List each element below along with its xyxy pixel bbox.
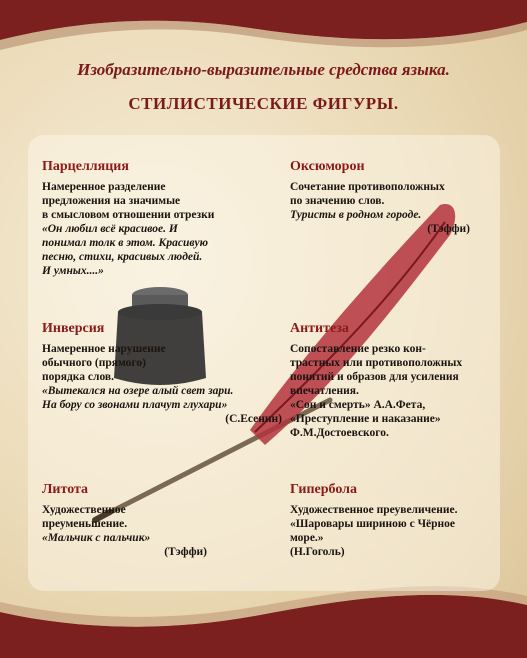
inversion-example-2: На бору со звонами плачут глухари» [42, 399, 228, 411]
antithesis-heading: Антитеза [290, 321, 349, 336]
antithesis-line-4: впечатления. [290, 385, 359, 397]
oxymoron-example: Туристы в родном городе. [290, 209, 422, 221]
inversion-line-1: Намеренное нарушение [42, 343, 166, 355]
parcellation-block [42, 160, 277, 278]
inversion-author: (С.Есенин) [225, 413, 282, 425]
antithesis-line-5: «Сон и смерть» А.А.Фета, [290, 399, 426, 411]
hyperbole-heading: Гипербола [290, 482, 357, 497]
inversion-line-3: порядка слов. [42, 371, 114, 383]
poster-subtitle: СТИЛИСТИЧЕСКИЕ ФИГУРЫ. [128, 94, 399, 113]
hyperbole-block [290, 483, 500, 559]
litotes-author: (Тэффи) [164, 546, 207, 558]
parcellation-example-4: И умных....» [42, 265, 104, 277]
antithesis-line-1: Сопоставление резко кон- [290, 343, 426, 355]
litotes-line-1: Художественное преуменьшение. [42, 504, 128, 530]
litotes-heading: Литота [42, 482, 89, 497]
oxymoron-block [290, 160, 470, 236]
oxymoron-author: (Тэффи) [427, 223, 470, 235]
parcellation-heading: Парцелляция [42, 159, 129, 174]
oxymoron-line-1: Сочетание противоположных [290, 181, 445, 193]
litotes-block [42, 483, 207, 559]
parcellation-example-2: понимал толк в этом. Красивую [42, 237, 208, 249]
inversion-heading: Инверсия [42, 321, 105, 336]
hyperbole-line-2: «Шаровары шириною с Чёрное [290, 518, 455, 530]
parcellation-example-1: «Он любил всё красивое. И [42, 223, 178, 235]
inversion-line-2: обычного (прямого) [42, 357, 146, 369]
poster-title: Изобразительно-выразительные средства языка. [77, 60, 450, 79]
hyperbole-line-4: (Н.Гоголь) [290, 546, 345, 558]
hyperbole-line-1: Художественное преувеличение. [290, 504, 458, 516]
oxymoron-line-2: по значению слов. [290, 195, 385, 207]
antithesis-line-6: «Преступление и наказание» [290, 413, 441, 425]
litotes-example: «Мальчик с пальчик» [42, 532, 151, 544]
oxymoron-heading: Оксюморон [290, 159, 365, 174]
hyperbole-line-3: море.» [290, 532, 324, 544]
antithesis-line-7: Ф.М.Достоевского. [290, 427, 389, 439]
antithesis-line-2: трастных или противоположных [290, 357, 463, 369]
antithesis-block [290, 322, 500, 440]
parcellation-line-2: предложения на значимые [42, 195, 181, 207]
inversion-block [42, 322, 282, 426]
parcellation-line-1: Намеренное разделение [42, 181, 166, 193]
parcellation-line-3: в смысловом отношении отрезки [42, 209, 215, 221]
parcellation-example-3: песню, стихи, красивых людей. [42, 251, 203, 263]
inversion-example-1: «Вытекался на озере алый свет зари. [42, 385, 234, 397]
antithesis-line-3: понятий и образов для усиления [290, 371, 459, 383]
